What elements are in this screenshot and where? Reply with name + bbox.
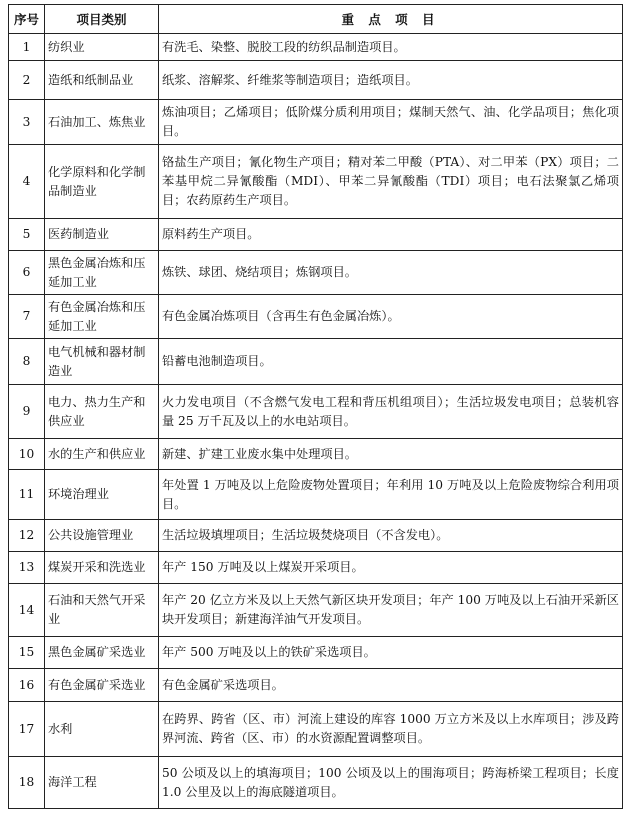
row-number: 13 [9, 552, 45, 584]
row-key-projects: 年产 150 万吨及以上煤炭开采项目。 [159, 552, 623, 584]
row-number: 6 [9, 251, 45, 295]
row-category: 黑色金属冶炼和压延加工业 [45, 251, 159, 295]
row-category: 纺织业 [45, 34, 159, 61]
row-category: 水的生产和供应业 [45, 439, 159, 470]
table-row [9, 669, 623, 702]
row-number: 4 [9, 145, 45, 219]
row-category: 医药制造业 [45, 219, 159, 251]
table-row [9, 520, 623, 552]
row-category: 煤炭开采和洗选业 [45, 552, 159, 584]
table-row [9, 757, 623, 809]
row-number: 10 [9, 439, 45, 470]
row-category: 环境治理业 [45, 470, 159, 520]
table-header-row [9, 5, 623, 34]
row-key-projects: 炼铁、球团、烧结项目；炼钢项目。 [159, 251, 623, 295]
table-row [9, 34, 623, 61]
row-key-projects: 50 公顷及以上的填海项目；100 公顷及以上的围海项目；跨海桥梁工程项目；长度 1.0 公里及以上的海底隧道项目。 [159, 757, 623, 809]
table-row [9, 251, 623, 295]
table-row [9, 470, 623, 520]
table-row [9, 637, 623, 669]
row-category: 黑色金属矿采选业 [45, 637, 159, 669]
row-category: 公共设施管理业 [45, 520, 159, 552]
table-row [9, 219, 623, 251]
row-key-projects: 火力发电项目（不含燃气发电工程和背压机组项目）；生活垃圾发电项目；总装机容量 25 万千瓦及以上的水电站项目。 [159, 385, 623, 439]
row-category: 石油和天然气开采业 [45, 584, 159, 637]
row-key-projects: 在跨界、跨省（区、市）河流上建设的库容 1000 万立方米及以上水库项目；涉及跨界河流、跨省（区、市）的水资源配置调整项目。 [159, 702, 623, 757]
row-number: 3 [9, 100, 45, 145]
table-row [9, 295, 623, 339]
row-number: 14 [9, 584, 45, 637]
row-key-projects: 新建、扩建工业废水集中处理项目。 [159, 439, 623, 470]
row-category: 电气机械和器材制造业 [45, 339, 159, 385]
row-key-projects: 原料药生产项目。 [159, 219, 623, 251]
table-row [9, 439, 623, 470]
row-category: 有色金属矿采选业 [45, 669, 159, 702]
row-category: 海洋工程 [45, 757, 159, 809]
row-category: 造纸和纸制品业 [45, 61, 159, 100]
table-row [9, 385, 623, 439]
row-category: 电力、热力生产和供应业 [45, 385, 159, 439]
row-category: 有色金属冶炼和压延加工业 [45, 295, 159, 339]
header-key-projects: 重 点 项 目 [159, 5, 623, 34]
row-key-projects: 生活垃圾填埋项目；生活垃圾焚烧项目（不含发电）。 [159, 520, 623, 552]
row-key-projects: 铬盐生产项目；氰化物生产项目；精对苯二甲酸（PTA）、对二甲苯（PX）项目；二苯基甲烷二异氰酸酯（MDI）、甲苯二异氰酸酯（TDI）项目；电石法聚氯乙烯项目；农药原药生产项目。 [159, 145, 623, 219]
key-projects-table [8, 4, 623, 809]
row-number: 7 [9, 295, 45, 339]
row-number: 2 [9, 61, 45, 100]
table-row [9, 702, 623, 757]
row-key-projects: 纸浆、溶解浆、纤维浆等制造项目；造纸项目。 [159, 61, 623, 100]
row-key-projects: 年产 500 万吨及以上的铁矿采选项目。 [159, 637, 623, 669]
row-number: 18 [9, 757, 45, 809]
row-number: 12 [9, 520, 45, 552]
row-number: 1 [9, 34, 45, 61]
row-key-projects: 有洗毛、染整、脱胶工段的纺织品制造项目。 [159, 34, 623, 61]
header-category: 项目类别 [45, 5, 159, 34]
table-row [9, 61, 623, 100]
row-number: 8 [9, 339, 45, 385]
header-no: 序号 [9, 5, 45, 34]
row-key-projects: 有色金属矿采选项目。 [159, 669, 623, 702]
table-row [9, 100, 623, 145]
row-category: 化学原料和化学制品制造业 [45, 145, 159, 219]
row-number: 11 [9, 470, 45, 520]
table-row [9, 552, 623, 584]
row-category: 石油加工、炼焦业 [45, 100, 159, 145]
row-category: 水利 [45, 702, 159, 757]
row-number: 16 [9, 669, 45, 702]
row-key-projects: 炼油项目；乙烯项目；低阶煤分质利用项目；煤制天然气、油、化学品项目；焦化项目。 [159, 100, 623, 145]
row-key-projects: 年处置 1 万吨及以上危险废物处置项目；年利用 10 万吨及以上危险废物综合利用项目。 [159, 470, 623, 520]
row-key-projects: 有色金属冶炼项目（含再生有色金属冶炼）。 [159, 295, 623, 339]
table-row [9, 584, 623, 637]
row-key-projects: 铅蓄电池制造项目。 [159, 339, 623, 385]
row-key-projects: 年产 20 亿立方米及以上天然气新区块开发项目；年产 100 万吨及以上石油开采新区块开发项目；新建海洋油气开发项目。 [159, 584, 623, 637]
table-row [9, 339, 623, 385]
table-row [9, 145, 623, 219]
row-number: 15 [9, 637, 45, 669]
row-number: 17 [9, 702, 45, 757]
row-number: 9 [9, 385, 45, 439]
row-number: 5 [9, 219, 45, 251]
